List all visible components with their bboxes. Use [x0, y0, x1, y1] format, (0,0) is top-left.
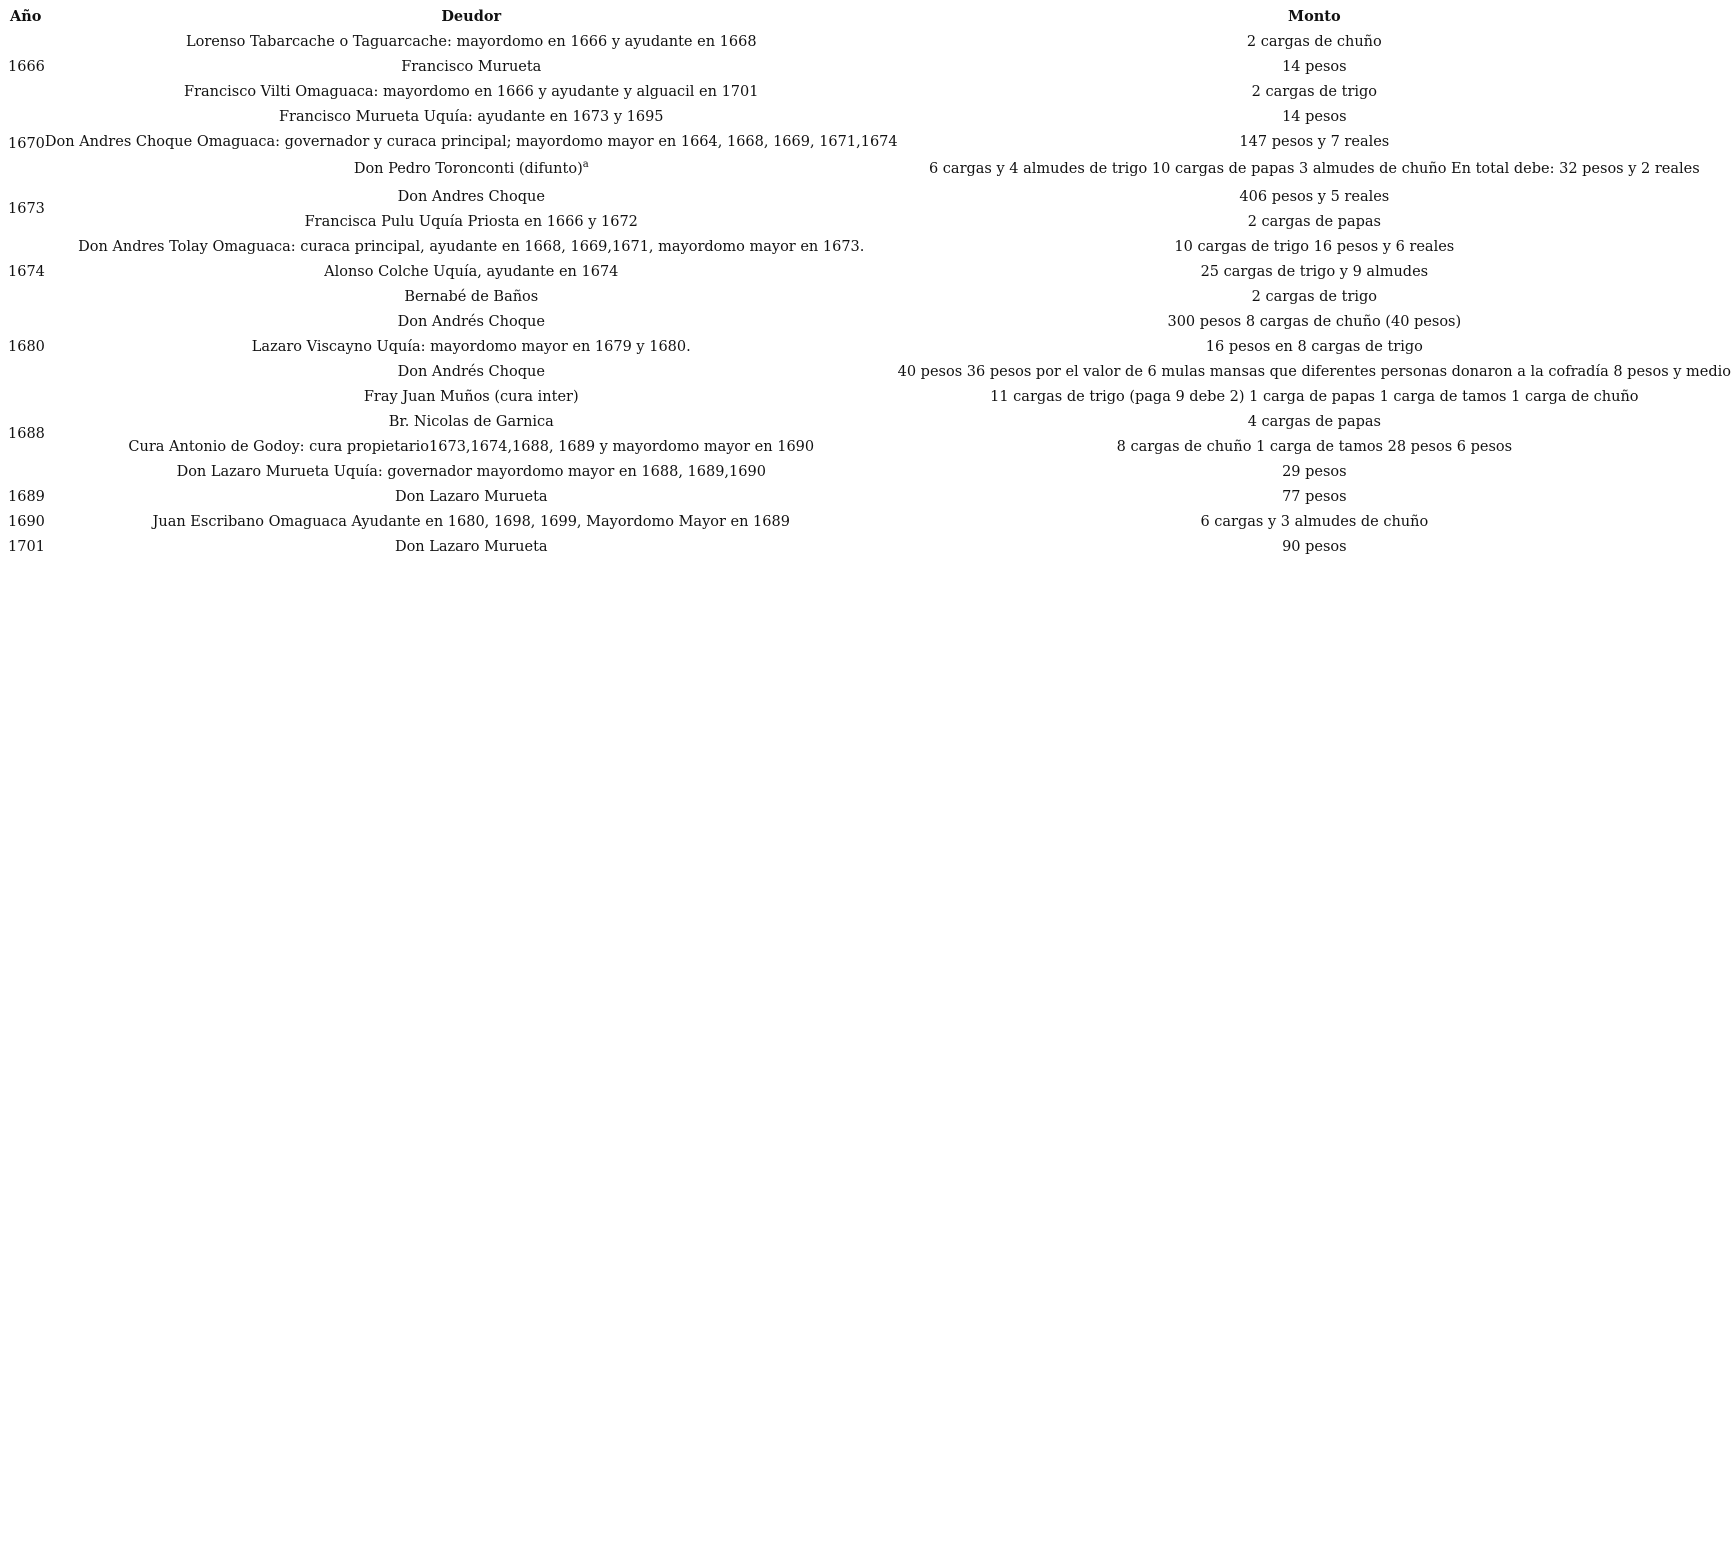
deudor-cell: Br. Nicolas de Garnica — [388, 413, 554, 430]
table-row — [0, 209, 1731, 234]
monto-cell: 147 pesos y 7 reales — [1239, 133, 1390, 150]
monto-cell: 2 cargas de papas — [1247, 213, 1381, 230]
header-row — [0, 4, 1731, 29]
monto-cell: 2 cargas de chuño — [1246, 33, 1382, 50]
deudor-cell: Don Andrés Choque — [397, 313, 545, 330]
monto-cell: 10 cargas de trigo 16 pesos y 6 reales — [1174, 238, 1455, 255]
table-row — [0, 309, 1731, 334]
table-row — [0, 359, 1731, 384]
debt-table — [0, 4, 1731, 559]
monto-cell: 40 pesos 36 pesos por el valor de 6 mulas mansas que diferentes personas donaron a la cofradía 8 pesos y medio — [897, 363, 1731, 380]
monto-cell: 6 cargas y 4 almudes de trigo 10 cargas de papas 3 almudes de chuño En total debe: 32 pesos y 2 reales — [928, 161, 1700, 177]
deudor-cell: Don Andres Choque — [397, 188, 545, 205]
table-row — [0, 54, 1731, 79]
table-row — [0, 459, 1731, 484]
deudor-cell: Alonso Colche Uquía, ayudante en 1674 — [324, 263, 619, 280]
monto-cell: 2 cargas de trigo — [1251, 83, 1378, 100]
table-row — [0, 184, 1731, 209]
table-row — [0, 384, 1731, 409]
column-header-deudor: Deudor — [441, 7, 502, 25]
table-row — [0, 129, 1731, 154]
monto-cell: 25 cargas de trigo y 9 almudes — [1200, 263, 1429, 280]
monto-cell: 11 cargas de trigo (paga 9 debe 2) 1 carga de papas 1 carga de tamos 1 carga de chuño — [990, 388, 1639, 405]
table-row — [0, 534, 1731, 559]
table-row — [0, 284, 1731, 309]
year-cell: 1689 — [8, 488, 45, 505]
table-row — [0, 334, 1731, 359]
deudor-cell: Bernabé de Baños — [404, 288, 539, 305]
deudor-cell: Lazaro Viscayno Uquía: mayordomo mayor en 1679 y 1680. — [251, 338, 691, 355]
year-cell: 1701 — [8, 538, 45, 555]
monto-cell: 14 pesos — [1282, 108, 1347, 125]
year-cell: 1680 — [8, 338, 45, 355]
deudor-cell: Don Andrés Choque — [397, 363, 545, 380]
deudor-cell: Don Andres Choque Omaguaca: governador y curaca principal; mayordomo mayor en 1664, 1668, 1669, 1671,1674 — [44, 133, 898, 150]
monto-cell: 406 pesos y 5 reales — [1239, 188, 1390, 205]
deudor-cell: Cura Antonio de Godoy: cura propietario1673,1674,1688, 1689 y mayordomo mayor en 1690 — [128, 438, 815, 455]
monto-cell: 300 pesos 8 cargas de chuño (40 pesos) — [1167, 313, 1462, 330]
table-row — [0, 484, 1731, 509]
deudor-cell: Juan Escribano Omaguaca Ayudante en 1680, 1698, 1699, Mayordomo Mayor en 1689 — [152, 513, 790, 530]
table-row — [0, 259, 1731, 284]
table-row — [0, 79, 1731, 104]
monto-cell: 29 pesos — [1282, 463, 1347, 480]
monto-cell: 4 cargas de papas — [1247, 413, 1381, 430]
year-cell: 1666 — [8, 58, 45, 75]
deudor-cell: Don Lazaro Murueta — [394, 538, 548, 555]
table-row — [0, 509, 1731, 534]
deudor-cell: Francisco Murueta — [401, 58, 542, 75]
year-cell: 1674 — [8, 263, 45, 280]
column-header-monto: Monto — [1288, 7, 1341, 25]
year-cell: 1673 — [8, 201, 45, 217]
table-row — [0, 234, 1731, 259]
table-row — [0, 29, 1731, 54]
monto-cell: 16 pesos en 8 cargas de trigo — [1205, 338, 1423, 355]
deudor-cell: Don Lazaro Murueta — [394, 488, 548, 505]
deudor-cell: Lorenso Tabarcache o Taguarcache: mayordomo en 1666 y ayudante en 1668 — [185, 33, 757, 50]
year-cell: 1670 — [8, 136, 45, 152]
monto-cell: 77 pesos — [1282, 488, 1347, 505]
table-row — [0, 409, 1731, 434]
deudor-cell: Francisco Murueta Uquía: ayudante en 1673 y 1695 — [278, 108, 664, 125]
footnote-marker: a — [582, 159, 589, 170]
year-cell: 1688 — [8, 426, 45, 442]
table-row — [0, 104, 1731, 129]
deudor-cell: Don Andres Tolay Omaguaca: curaca principal, ayudante en 1668, 1669,1671, mayordomo mayor en 1673. — [78, 238, 865, 255]
deudor-text: Don Pedro Toronconti (difunto) — [353, 161, 583, 177]
monto-cell: 8 cargas de chuño 1 carga de tamos 28 pesos 6 pesos — [1116, 438, 1513, 455]
monto-cell: 14 pesos — [1282, 58, 1347, 75]
deudor-cell: Francisco Vilti Omaguaca: mayordomo en 1666 y ayudante y alguacil en 1701 — [184, 83, 759, 100]
deudor-cell: Francisca Pulu Uquía Priosta en 1666 y 1672 — [304, 213, 638, 230]
column-header-anio: Año — [10, 7, 42, 25]
monto-cell: 6 cargas y 3 almudes de chuño — [1200, 513, 1429, 530]
monto-cell: 2 cargas de trigo — [1251, 288, 1378, 305]
table-row — [0, 154, 1731, 184]
deudor-cell: Fray Juan Muños (cura inter) — [363, 388, 579, 405]
table-row — [0, 434, 1731, 459]
deudor-cell — [45, 154, 898, 184]
deudor-cell: Don Lazaro Murueta Uquía: governador mayordomo mayor en 1688, 1689,1690 — [176, 463, 766, 480]
monto-cell: 90 pesos — [1282, 538, 1347, 555]
year-cell: 1690 — [8, 513, 45, 530]
